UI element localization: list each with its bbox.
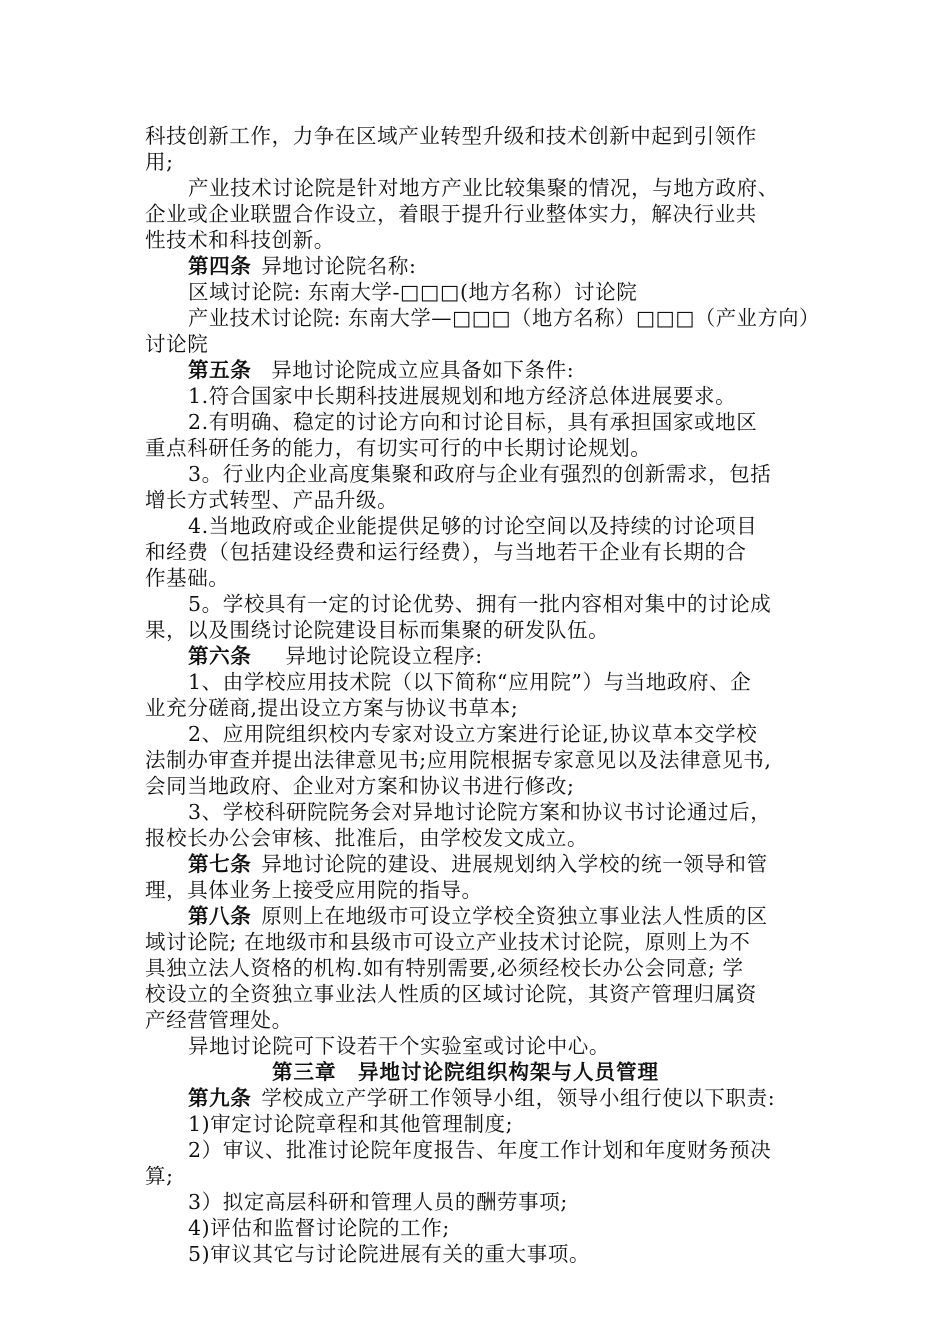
text-line: 5)审议其它与讨论院进展有关的重大事项。 [188, 1242, 591, 1266]
text-line: 2.有明确、稳定的讨论方向和讨论目标，具有承担国家或地区 [188, 410, 758, 434]
text-line: 法制办审查并提出法律意见书;应用院根据专家意见以及法律意见书, [145, 748, 772, 772]
text-line: 域讨论院; 在地级市和县级市可设立产业技术讨论院，原则上为不 [145, 930, 751, 954]
article-heading: 第九条 [188, 1086, 252, 1110]
text-line: 2）审议、批准讨论院年度报告、年度工作计划和年度财务预决 [188, 1138, 772, 1162]
text-line: 校设立的全资独立事业法人性质的区域讨论院，其资产管理归属资 [145, 982, 757, 1006]
text-line: 作基础。 [145, 566, 230, 590]
text-line: 异地讨论院可下设若干个实验室或讨论中心。 [188, 1034, 610, 1058]
text-line: 重点科研任务的能力，有切实可行的中长期讨论规划。 [145, 436, 652, 460]
text-line: 讨论院 [145, 332, 209, 356]
article-8 [188, 903, 768, 929]
article-text: 异地讨论院的建设、进展规划纳入学校的统一领导和管 [261, 852, 768, 876]
text-line: 会同当地政府、企业对方案和协议书进行修改; [145, 774, 575, 798]
text-line: 5。学校具有一定的讨论优势、拥有一批内容相对集中的讨论成 [188, 592, 772, 616]
text-line: 具独立法人资格的机构.如有特别需要,必须经校长办公会同意; 学 [145, 956, 744, 980]
article-4 [188, 253, 417, 279]
article-7 [188, 851, 768, 877]
text-line: 4.当地政府或企业能提供足够的讨论空间以及持续的讨论项目 [188, 514, 758, 538]
chapter-heading: 第三章 异地讨论院组织构架与人员管理 [272, 1060, 659, 1084]
article-text: 原则上在地级市可设立学校全资独立事业法人性质的区 [261, 904, 768, 928]
article-text: 异地讨论院成立应具备如下条件: [271, 358, 575, 382]
text-line: 算; [145, 1164, 174, 1188]
text-line: 3）拟定高层科研和管理人员的酬劳事项; [188, 1190, 568, 1214]
article-6 [188, 643, 483, 669]
text-line: 2、应用院组织校内专家对设立方案进行论证,协议草本交学校 [188, 722, 758, 746]
text-line: 报校长办公会审核、批准后，由学校发文成立。 [145, 826, 589, 850]
text-line: 性技术和科技创新。 [145, 228, 335, 252]
text-line: 产业技术讨论院: 东南大学—□□□（地方名称）□□□（产业方向） [188, 306, 820, 330]
article-heading: 第四条 [188, 254, 252, 278]
article-heading: 第五条 [188, 358, 252, 382]
text-line: 3、学校科研院院务会对异地讨论院方案和协议书讨论通过后， [188, 800, 772, 824]
text-line: 1.符合国家中长期科技进展规划和地方经济总体进展要求。 [188, 384, 737, 408]
text-line: 产经营管理处。 [145, 1008, 293, 1032]
article-text: 学校成立产学研工作领导小组，领导小组行使以下职责: [261, 1086, 776, 1110]
text-line: 1、由学校应用技术院（以下简称“应用院”）与当地政府、企 [188, 670, 752, 694]
text-line: 企业或企业联盟合作设立，着眼于提升行业整体实力，解决行业共 [145, 202, 757, 226]
article-heading: 第六条 [188, 644, 252, 668]
text-line: 3。行业内企业高度集聚和政府与企业有强烈的创新需求，包括 [188, 462, 772, 486]
text-line: 果，以及围绕讨论院建设目标而集聚的研发队伍。 [145, 618, 610, 642]
article-text: 异地讨论院名称: [261, 254, 417, 278]
article-9 [188, 1085, 775, 1111]
text-line: 用; [145, 150, 174, 174]
article-5 [188, 357, 574, 383]
text-line: 和经费（包括建设经费和运行经费），与当地若干企业有长期的合 [145, 540, 747, 564]
text-line: 产业技术讨论院是针对地方产业比较集聚的情况，与地方政府、 [188, 176, 779, 200]
text-line: 业充分磋商,提出设立方案与协议书草本; [145, 696, 519, 720]
text-line: 1)审定讨论院章程和其他管理制度; [188, 1112, 514, 1136]
text-line: 区域讨论院: 东南大学-□□□(地方名称）讨论院 [188, 280, 638, 304]
text-line: 增长方式转型、产品升级。 [145, 488, 399, 512]
article-heading: 第七条 [188, 852, 252, 876]
article-heading: 第八条 [188, 904, 252, 928]
text-line: 科技创新工作，力争在区域产业转型升级和技术创新中起到引领作 [145, 124, 757, 148]
article-text: 异地讨论院设立程序: [285, 644, 483, 668]
text-line: 理，具体业务上接受应用院的指导。 [145, 878, 483, 902]
text-line: 4)评估和监督讨论院的工作; [188, 1216, 450, 1240]
